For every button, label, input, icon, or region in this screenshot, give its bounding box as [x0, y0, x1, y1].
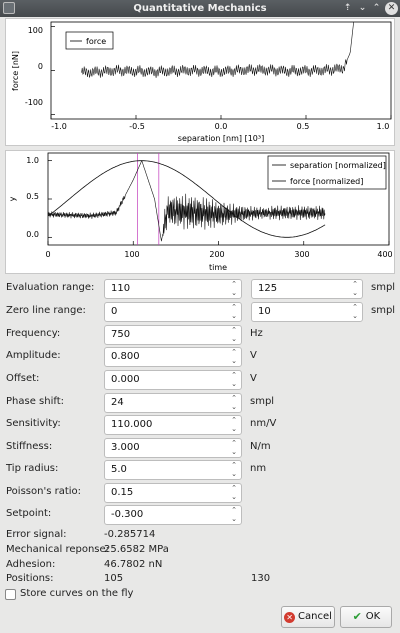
positions-from-value: 105 [104, 573, 124, 584]
zero-line-range-row [0, 302, 400, 322]
spin-arrows-icon[interactable]: ⌃ ⌄ [352, 280, 358, 297]
phase-shift-label: Phase shift: [6, 396, 64, 407]
spin-arrows-icon[interactable]: ⌃ ⌄ [231, 484, 237, 501]
evaluation-range-label: Evaluation range: [6, 282, 95, 293]
time-plot[interactable] [5, 150, 395, 274]
y-axis-label: y [8, 196, 17, 202]
ok-button-label: OK [365, 611, 381, 622]
x-axis-label: separation [nm] [10³] [177, 134, 265, 143]
x-tick-label: 0.5 [296, 122, 310, 131]
spin-arrows-icon[interactable]: ⌃ ⌄ [231, 461, 237, 478]
poisson-ratio-spinbox[interactable] [104, 483, 242, 503]
unit-label: smpl [371, 282, 396, 293]
spinbox-value: 10 [258, 306, 271, 317]
tip-radius-row [0, 460, 400, 480]
cancel-icon: ✕ [284, 612, 295, 623]
force-plot-svg [6, 19, 394, 145]
pin-icon[interactable]: ⇡ [343, 3, 352, 13]
x-tick-label: 0 [45, 250, 51, 259]
x-tick-label: 100 [124, 250, 140, 259]
y-tick-label: 100 [27, 26, 43, 35]
unit-label: smpl [371, 305, 396, 316]
spinbox-value: 0 [111, 306, 118, 317]
legend [268, 156, 386, 189]
spinbox-value: 0.15 [111, 487, 134, 498]
spin-arrows-icon[interactable]: ⌃ ⌄ [352, 303, 358, 320]
offset-label: Offset: [6, 373, 40, 384]
close-icon[interactable]: ✕ [385, 2, 398, 15]
setpoint-spinbox[interactable] [104, 505, 242, 525]
unit-label: N/m [250, 441, 271, 452]
cancel-button[interactable] [281, 606, 335, 628]
poisson-ratio-row [0, 483, 400, 503]
time-plot-svg [6, 151, 394, 273]
zero-line-range-to-spinbox[interactable] [251, 302, 363, 322]
x-tick-label: 0.0 [214, 122, 228, 131]
unit-label: V [250, 350, 257, 361]
tip-radius-label: Tip radius: [6, 463, 59, 474]
error-signal-value: -0.285714 [104, 529, 156, 540]
maximize-icon[interactable]: ⌃ [372, 3, 381, 13]
y-tick-label: 0 [37, 62, 43, 71]
store-curves-checkbox[interactable] [5, 589, 16, 600]
error-signal-label: Error signal: [6, 529, 67, 540]
cancel-button-label: Cancel [298, 611, 332, 622]
series-force-line [82, 22, 354, 78]
adhesion-label: Adhesion: [6, 559, 56, 570]
ok-button[interactable] [340, 606, 392, 628]
y-tick-label: 0.5 [26, 192, 39, 201]
spin-arrows-icon[interactable]: ⌃ ⌄ [231, 348, 237, 365]
unit-label: Hz [250, 328, 263, 339]
legend [66, 32, 113, 49]
poisson-ratio-label: Poisson's ratio: [6, 486, 82, 497]
legend-label-separation: separation [normalized] [290, 161, 386, 170]
amplitude-row [0, 347, 400, 367]
unit-label: V [250, 373, 257, 384]
x-tick-label: 400 [377, 250, 393, 259]
stiffness-label: Stiffness: [6, 441, 53, 452]
spinbox-value: 3.000 [111, 442, 140, 453]
sensitivity-spinbox[interactable] [104, 415, 242, 435]
x-tick-label: 200 [209, 250, 225, 259]
spin-arrows-icon[interactable]: ⌃ ⌄ [231, 439, 237, 456]
x-tick-label: -0.5 [129, 122, 145, 131]
zero-line-range-label: Zero line range: [6, 305, 86, 316]
y-tick-label: -100 [24, 98, 43, 107]
x-axis-label: time [208, 263, 228, 272]
y-axis-label: force [nN] [11, 51, 20, 91]
positions-to-value: 130 [251, 573, 271, 584]
window-titlebar [0, 0, 400, 17]
phase-shift-spinbox[interactable] [104, 393, 242, 413]
sensitivity-row [0, 415, 400, 435]
spinbox-value: 24 [111, 397, 124, 408]
frequency-row [0, 325, 400, 345]
spin-arrows-icon[interactable]: ⌃ ⌄ [231, 371, 237, 388]
evaluation-range-row [0, 279, 400, 299]
amplitude-spinbox[interactable] [104, 347, 242, 367]
adhesion-value: 46.7802 nN [104, 559, 163, 570]
unit-label: nm [250, 463, 267, 474]
unit-label: nm/V [250, 418, 277, 429]
frequency-label: Frequency: [6, 328, 61, 339]
force-plot[interactable] [5, 18, 395, 146]
spinbox-value: 110 [111, 283, 131, 294]
evaluation-range-to-spinbox[interactable] [251, 279, 363, 299]
spin-arrows-icon[interactable]: ⌃ ⌄ [231, 506, 237, 523]
spinbox-value: 110.000 [111, 419, 153, 430]
stiffness-row [0, 438, 400, 458]
spin-arrows-icon[interactable]: ⌃ ⌄ [231, 303, 237, 320]
spinbox-value: 0.800 [111, 351, 140, 362]
offset-row [0, 370, 400, 390]
evaluation-range-from-spinbox[interactable] [104, 279, 242, 299]
legend-label-force: force [86, 37, 107, 46]
frequency-spinbox[interactable] [104, 325, 242, 345]
phase-shift-row [0, 393, 400, 413]
app-icon [3, 2, 15, 14]
spinbox-value: -0.300 [111, 509, 144, 520]
stiffness-spinbox[interactable] [104, 438, 242, 458]
window-title: Quantitative Mechanics [133, 3, 267, 14]
y-tick-label: 1.0 [26, 156, 39, 165]
spinbox-value: 5.0 [111, 464, 127, 475]
unit-label: smpl [250, 396, 275, 407]
spin-arrows-icon[interactable]: ⌃ ⌄ [231, 280, 237, 297]
spinbox-value: 125 [258, 283, 278, 294]
x-tick-label: 1.0 [376, 122, 390, 131]
y-tick-label: 0.0 [26, 230, 39, 239]
sensitivity-label: Sensitivity: [6, 418, 61, 429]
checkmark-icon: ✔ [352, 610, 362, 623]
x-tick-label: -1.0 [51, 122, 67, 131]
spin-arrows-icon[interactable]: ⌃ ⌄ [231, 394, 237, 411]
setpoint-row [0, 505, 400, 525]
tip-radius-spinbox[interactable] [104, 460, 242, 480]
minimize-icon[interactable]: ⌄ [358, 3, 367, 13]
spin-arrows-icon[interactable]: ⌃ ⌄ [231, 326, 237, 343]
amplitude-label: Amplitude: [6, 350, 61, 361]
zero-line-range-from-spinbox[interactable] [104, 302, 242, 322]
spinbox-value: 0.000 [111, 374, 140, 385]
setpoint-label: Setpoint: [6, 508, 52, 519]
offset-spinbox[interactable] [104, 370, 242, 390]
spin-arrows-icon[interactable]: ⌃ ⌄ [231, 416, 237, 433]
mechanical-response-label: Mechanical reponse: [6, 544, 110, 555]
x-tick-label: 300 [294, 250, 310, 259]
legend-label-force: force [normalized] [290, 177, 364, 186]
spinbox-value: 750 [111, 329, 131, 340]
positions-label: Positions: [6, 573, 54, 584]
mechanical-response-value: 25.6582 MPa [104, 544, 169, 555]
store-curves-label[interactable]: Store curves on the fly [20, 588, 134, 599]
